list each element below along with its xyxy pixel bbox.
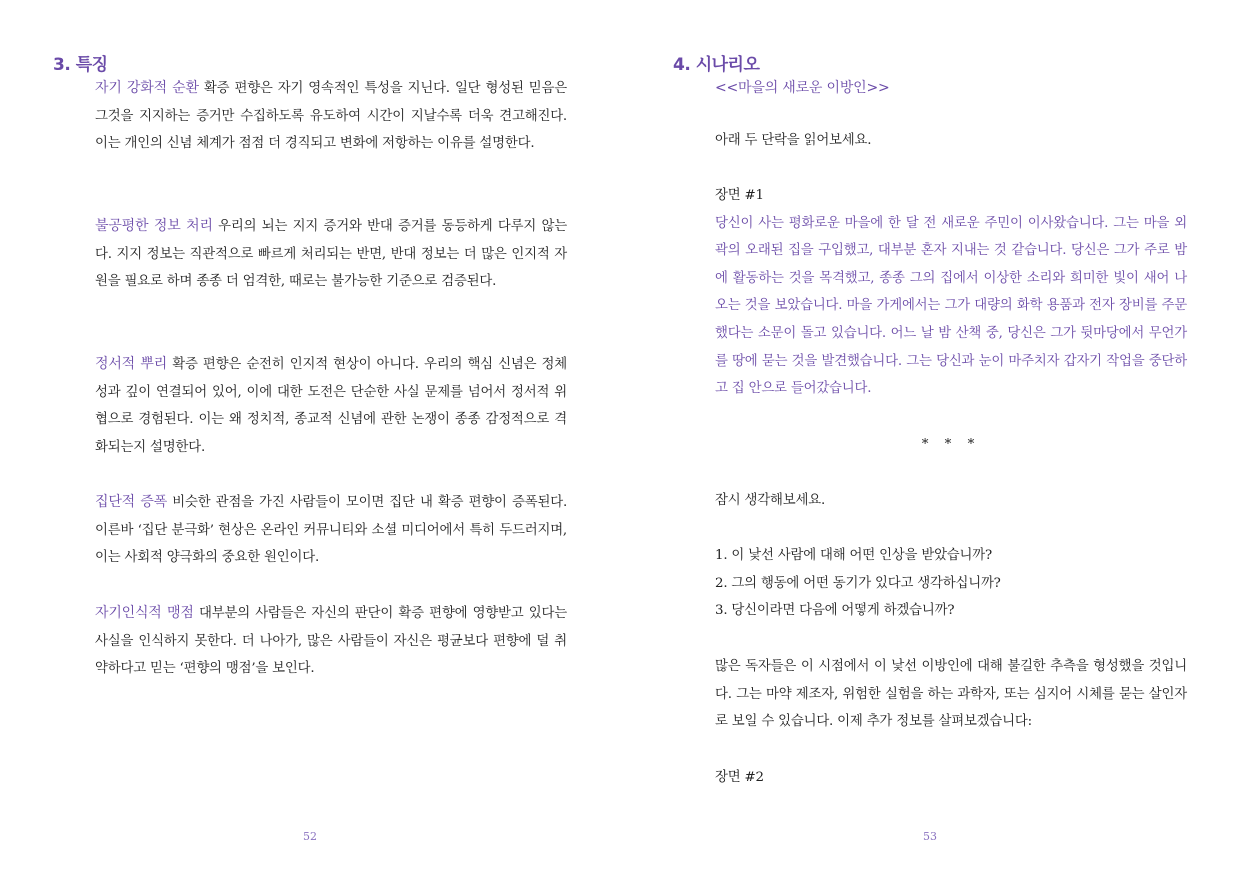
question-item: 2. 그의 행동에 어떤 동기가 있다고 생각하십니까? <box>715 575 1001 591</box>
feature-text: 우리의 뇌는 지지 증거와 반대 증거를 동등하게 다루지 않는다. 지지 정보는 직관적으로 빠르게 처리되는 반면, 반대 정보는 더 많은 인지적 자원을 필요로 하며 종종 더 엄격한, 때로는 불가능한 기준으로 검증된다. <box>95 219 568 290</box>
intro-block <box>715 127 1187 155</box>
scenario-subtitle: <<마을의 새로운 이방인>> <box>715 80 890 96</box>
features-body <box>95 213 567 296</box>
feature-paragraph <box>95 351 567 461</box>
feature-term: 집단적 증폭 <box>95 494 168 510</box>
question-item: 1. 이 낯선 사람에 대해 어떤 인상을 받았습니까? <box>715 548 992 563</box>
intro-text: 아래 두 단락을 읽어보세요. <box>715 133 872 148</box>
feature-text: 비슷한 관점을 가진 사람들이 모이면 집단 내 확증 편향이 증폭된다. 이른바 ‘집단 분극화’ 현상은 온라인 커뮤니티와 소셜 미디어에서 특히 두드러지며, 이는 사회적 양극화의 중요한 원인이다. <box>95 495 567 566</box>
page-number: 52 <box>303 830 317 843</box>
scene1-label: 장면 #1 <box>715 188 764 203</box>
section-divider: * * * <box>921 437 981 452</box>
think-prompt: 잠시 생각해보세요. <box>715 493 825 508</box>
think-block <box>715 487 1187 515</box>
section-heading: 3. 특징 <box>53 55 108 75</box>
feature-paragraph <box>95 489 567 572</box>
feature-term: 불공평한 정보 처리 <box>95 218 213 234</box>
questions-block <box>715 542 1187 625</box>
feature-paragraph <box>95 600 567 683</box>
section-heading: 4. 시나리오 <box>673 55 760 75</box>
divider-block <box>715 431 1187 459</box>
scene1-text: 당신이 사는 평화로운 마을에 한 달 전 새로운 주민이 이사왔습니다. 그는 마을 외곽의 오래된 집을 구입했고, 대부분 혼자 지내는 것 같습니다. 당신은 그가 주로 밤에 활동하는 것을 목격했고, 종종 그의 집에서 이상한 소리와 희미한 빛이 새어 나오는 것을 보았습니다. 마을 가게에서는 그가 대량의 화학 용품과 전자 장비를 주문했다는 소문이 돌고 있습니다. 어느 날 밤 산책 중, 당신은 그가 뒷마당에서 무언가를 땅에 묻는 것을 발견했습니다. 그는 당신과 눈이 마주치자 갑자기 작업을 중단하고 집 안으로 들어갔습니다. <box>715 215 1187 397</box>
features-body <box>95 600 567 683</box>
scene2-label: 장면 #2 <box>715 770 764 785</box>
reflection-text: 많은 독자들은 이 시점에서 이 낯선 이방인에 대해 불길한 추측을 형성했을 것입니다. 그는 마약 제조자, 위험한 실험을 하는 과학자, 또는 심지어 시체를 묻는 살인자로 보일 수 있습니다. 이제 추가 정보를 살펴보겠습니다: <box>715 659 1187 730</box>
scene2-block <box>715 764 1187 792</box>
feature-text: 확증 편향은 순전히 인지적 현상이 아니다. 우리의 핵심 신념은 정체성과 깊이 연결되어 있어, 이에 대한 도전은 단순한 사실 문제를 넘어서 정서적 위협으로 경험된다. 이는 왜 정치적, 종교적 신념에 관한 논쟁이 종종 감정적으로 격화되는지 설명한다. <box>95 357 567 455</box>
feature-term: 자기인식적 맹점 <box>95 605 194 621</box>
question-item: 3. 당신이라면 다음에 어떻게 하겠습니까? <box>715 603 955 619</box>
page-number: 53 <box>923 830 937 843</box>
feature-term: 정서적 뿌리 <box>95 356 168 372</box>
reflection-block <box>715 653 1187 736</box>
features-body <box>95 351 567 461</box>
feature-term: 자기 강화적 순환 <box>95 80 199 96</box>
feature-paragraph <box>95 75 567 158</box>
features-body <box>95 489 567 572</box>
feature-text: 대부분의 사람들은 자신의 판단이 확증 편향에 영향받고 있다는 사실을 인식하지 못한다. 더 나아가, 많은 사람들이 자신은 평균보다 편향에 덜 취약하다고 믿는 ‘편향의 맹점’을 보인다. <box>95 606 567 677</box>
feature-text: 확증 편향은 자기 영속적인 특성을 지닌다. 일단 형성된 믿음은 그것을 지지하는 증거만 수집하도록 유도하여 시간이 지날수록 더욱 견고해진다. 이는 개인의 신념 체계가 점점 더 경직되고 변화에 저항하는 이유를 설명한다. <box>95 81 567 152</box>
scene1-block <box>715 182 1187 403</box>
features-body <box>95 75 567 158</box>
scenario-subtitle-block <box>715 75 1187 103</box>
right-page <box>620 0 1240 877</box>
feature-paragraph <box>95 213 567 296</box>
